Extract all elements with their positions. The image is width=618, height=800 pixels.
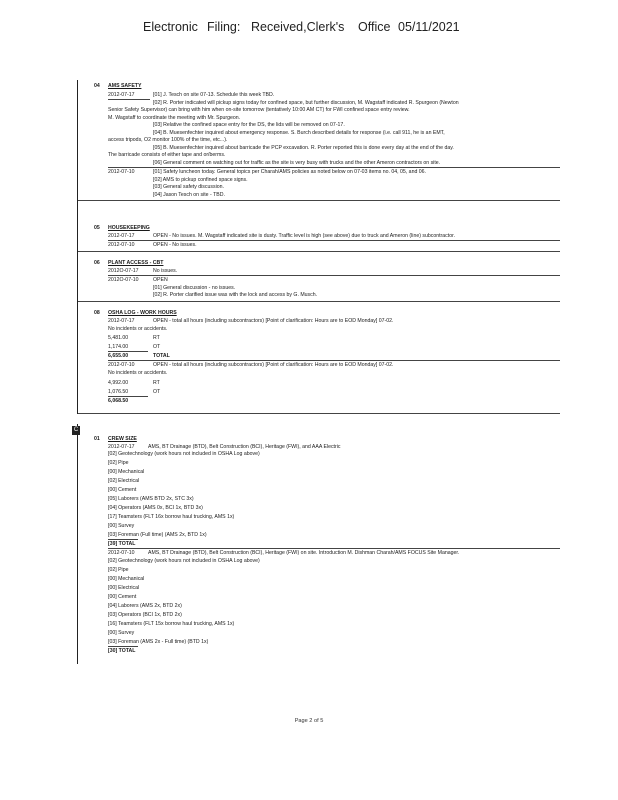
plant-access-text: OPEN xyxy=(153,277,168,283)
osha-log-label: OT xyxy=(153,389,161,395)
section-divider xyxy=(78,301,560,302)
crew-total-2: [30] TOTAL xyxy=(108,648,136,654)
ams-safety-line: [06] General comment on watching out for traffic as the site is very busy with trucks and the other Ameron contractors on site. xyxy=(153,159,441,166)
row-divider xyxy=(108,240,560,241)
ams-safety-line: [04] B. Muesenfechter inquired about emergency response. S. Burch described details for response (i.e. call 911, he is an EMT, xyxy=(153,129,445,136)
housekeeping-date: 2012-07-10 xyxy=(108,242,135,248)
meeting-minutes-upper-table xyxy=(77,80,560,414)
ams-safety-line: [02] R. Porter indicated will pickup signs today for confined space, but further discussion, M. Wagstaff indicated R. Spurgeon (Newton xyxy=(153,99,459,106)
osha-log-value: 1,076.50 xyxy=(108,389,129,395)
osha-log-number: 08 xyxy=(94,310,100,316)
osha-log-label: RT xyxy=(153,335,160,341)
section-marker: C xyxy=(73,427,79,433)
housekeeping-number: 05 xyxy=(94,225,100,231)
osha-log-text-2: OPEN - total all hours (including subcontractors) [Point of clarification: Hours are to EOD Monday] 07-02. xyxy=(153,362,394,368)
osha-log-total-label: TOTAL xyxy=(153,353,170,359)
crew-line: [02] Pipe xyxy=(108,567,129,573)
plant-access-number: 06 xyxy=(94,260,100,266)
ams-safety-title: AMS SAFETY xyxy=(108,83,142,89)
crew-line: [00] Cement xyxy=(108,594,137,600)
osha-log-incidents-2: No incidents or accidents. xyxy=(108,369,168,376)
ams-safety-line: [01] Safety luncheon today. General topics per Charah/AMS policies as noted below on 07-03 items no. 04, 05, and 06. xyxy=(153,169,426,175)
row-divider xyxy=(108,275,560,276)
osha-log-value: 1,174.00 xyxy=(108,344,129,350)
ams-safety-line: [02] AMS to pickup confined space signs. xyxy=(153,176,248,183)
row-divider xyxy=(108,548,560,549)
table-bottom-border xyxy=(78,413,560,414)
date-underline xyxy=(108,99,150,100)
crew-line: [00] Survey xyxy=(108,523,135,529)
sum-line xyxy=(108,539,138,540)
crew-line: [00] Survey xyxy=(108,630,135,636)
crew-size-head-1: AMS, BT Drainage (BTD), Belt Construction (BCI), Heritage (FWI), and AAA Electric xyxy=(148,443,341,450)
header-date: 05/11/2021 xyxy=(398,20,460,34)
crew-line: [02] Geotechnology (work hours not included in OSHA Log above) xyxy=(108,557,260,564)
plant-access-date: 2012O-07-10 xyxy=(108,277,139,283)
crew-line: [00] Mechanical xyxy=(108,576,145,582)
row-divider xyxy=(108,167,560,168)
osha-log-value: 5,481.00 xyxy=(108,335,129,341)
sum-line xyxy=(108,396,148,397)
ams-safety-date-1: 2012-07-17 xyxy=(108,92,135,98)
osha-log-title: OSHA LOG - WORK HOURS xyxy=(108,310,177,316)
crew-line: [03] Foreman (Full time) (AMS 2x, BTD 1x) xyxy=(108,532,207,538)
crew-line: [02] Electrical xyxy=(108,478,140,484)
plant-access-title: PLANT ACCESS - CBT xyxy=(108,260,164,266)
osha-log-label: RT xyxy=(153,380,160,386)
crew-size-number: 01 xyxy=(94,436,100,442)
housekeeping-text: OPEN - No issues. xyxy=(153,242,197,248)
osha-log-value: 4,992.00 xyxy=(108,380,129,386)
ams-safety-date-2: 2012-07-10 xyxy=(108,169,135,175)
housekeeping-date: 2012-07-17 xyxy=(108,233,135,239)
crew-line: [00] Cement xyxy=(108,487,137,493)
crew-line: [02] Geotechnology (work hours not included in OSHA Log above) xyxy=(108,451,260,457)
crew-line: [02] Pipe xyxy=(108,460,129,466)
crew-size-title: CREW SIZE xyxy=(108,436,137,442)
housekeeping-title: HOUSEKEEPING xyxy=(108,225,150,231)
crew-line: [03] Operators (BCI 1x, BTD 2x) xyxy=(108,612,182,618)
plant-access-text: No issues. xyxy=(153,268,178,274)
header-filing: Filing: xyxy=(207,20,241,34)
section-divider xyxy=(78,251,560,252)
crew-line: [04] Laborers (AMS 2x, BTD 2x) xyxy=(108,603,182,609)
sum-line xyxy=(108,351,148,352)
header-office: Office xyxy=(358,20,391,34)
sum-line xyxy=(108,646,138,647)
osha-log-text-1: OPEN - total all hours (including subcontractors) [Point of clarification: Hours are to EOD Monday] 07-02. xyxy=(153,318,394,324)
crew-size-head-2: AMS, BT Drainage (BTD), Belt Construction (BCI), Heritage (FWI) on site. Introduction M. Dishman Charah/AMS FOCUS Site Manager. xyxy=(148,550,460,556)
osha-log-date-1: 2012-07-17 xyxy=(108,318,135,324)
ams-safety-line: [03] Relative the confined space entry for the DS, the lids will be removed on 07-17. xyxy=(153,122,345,128)
ams-safety-line: The barricade consists of either tape and or/berms. xyxy=(108,152,226,158)
row-divider xyxy=(108,360,560,361)
header-electronic: Electronic xyxy=(143,20,198,34)
meeting-minutes-lower-table xyxy=(73,424,560,664)
osha-log-total-1: 6,655.00 xyxy=(108,353,129,359)
plant-access-line: [01] General discussion - no issues. xyxy=(153,284,236,291)
section-divider xyxy=(78,200,560,201)
crew-line: [05] Laborers (AMS BTD 2x, STC 3x) xyxy=(108,496,194,502)
plant-access-date: 2012O-07-17 xyxy=(108,268,139,274)
osha-log-label: OT xyxy=(153,344,161,350)
osha-log-incidents-1: No incidents or accidents. xyxy=(108,325,168,332)
page-number: Page 2 of 5 xyxy=(294,718,324,724)
plant-access-line: [02] R. Porter clarified issue was with the lock and access by G. Musch. xyxy=(153,292,318,298)
ams-safety-line: Senior Safety Supervisor) can bring with him when on-site tomorrow (tentatively 10:00 AM CT) for FWI confined space entry review. xyxy=(108,107,410,113)
filing-header xyxy=(0,20,618,38)
ams-safety-line: access tripods, O2 monitor 100% of the time, etc...). xyxy=(108,137,228,143)
osha-log-total-2: 6,068.50 xyxy=(108,398,129,404)
crew-line: [00] Electrical xyxy=(108,585,140,591)
crew-line: [16] Teamsters (FLT 15x borrow haul trucking, AMS 1x) xyxy=(108,621,235,627)
ams-safety-line: [05] B. Muesenfechter inquired about barricade the PCP excavation. R. Porter reported this is done every day at the end of the day. xyxy=(153,144,454,151)
housekeeping-text: OPEN - No issues. M. Wagstaff indicated site is dusty. Traffic level is high (see above) due to truck and Ameron (line) subcontractor. xyxy=(153,233,455,239)
crew-line: [04] Operators (AMS 0x, BCI 1x, BTD 3x) xyxy=(108,505,203,511)
ams-safety-line: M. Wagstaff to coordinate the meeting with Mr. Spurgeon. xyxy=(108,114,241,121)
crew-total-1: [39] TOTAL xyxy=(108,541,136,547)
ams-safety-number: 04 xyxy=(94,83,100,89)
crew-size-date-2: 2012-07-10 xyxy=(108,550,135,556)
crew-line: [17] Teamsters (FLT 16x borrow haul trucking, AMS 1x) xyxy=(108,514,235,520)
crew-size-date-1: 2012-07-17 xyxy=(108,443,135,450)
header-received: Received,Clerk's xyxy=(251,20,345,34)
ams-safety-line: [04] Jason Tesch on site - TBD. xyxy=(153,191,225,198)
crew-line: [00] Mechanical xyxy=(108,469,145,475)
crew-line: [03] Foreman (AMS 2x - Full time) (BTD 1x) xyxy=(108,639,209,645)
ams-safety-line: [03] General safety discussion. xyxy=(153,184,224,190)
ams-safety-line: [01] J. Tesch on site 07-13. Schedule this week TBD. xyxy=(153,92,275,98)
osha-log-date-2: 2012-07-10 xyxy=(108,362,135,368)
